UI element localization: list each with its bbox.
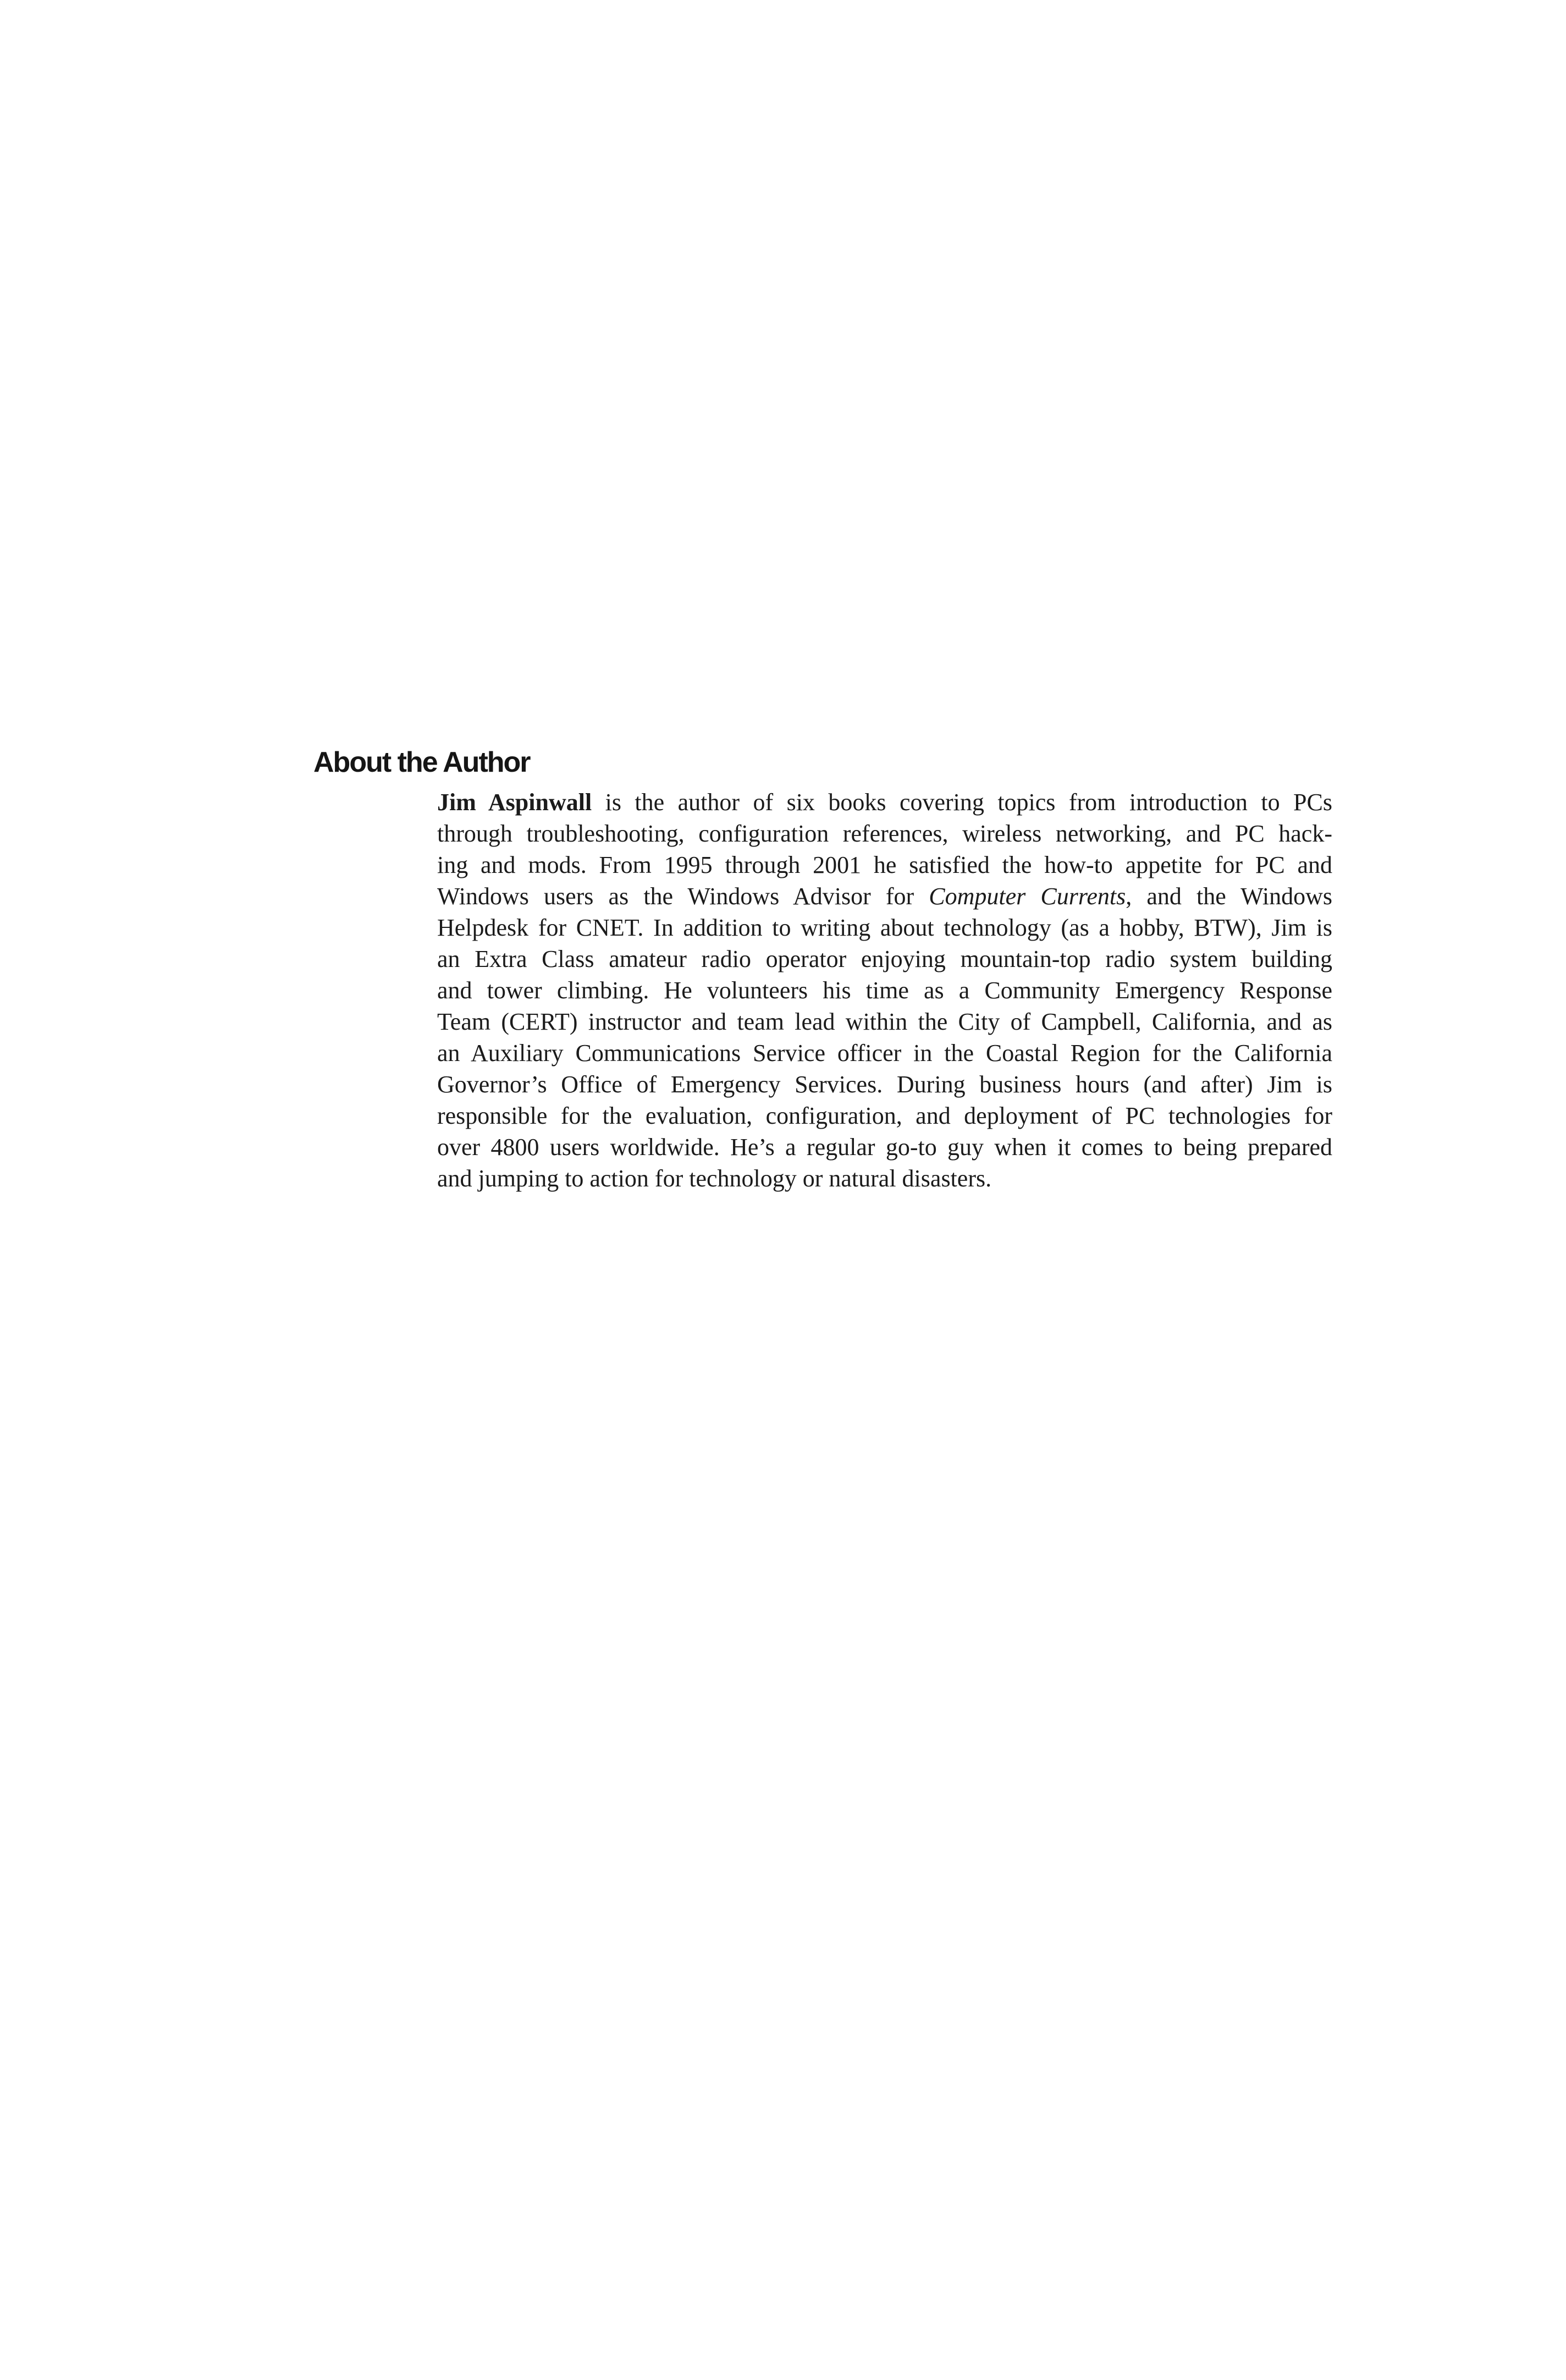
paragraph-line (437, 1069, 1332, 1100)
text-run: Windows users as the Windows Advisor for (437, 883, 929, 910)
paragraph-line (437, 1100, 1332, 1131)
paragraph-line (437, 787, 1332, 818)
paragraph-line (437, 943, 1332, 975)
text-run: through troubleshooting, configuration references, wireless networking, and PC hack- (437, 820, 1332, 847)
text-run: , and the Windows (1126, 883, 1332, 910)
paragraph-line (437, 1006, 1332, 1037)
text-run: responsible for the evaluation, configuration, and deployment of PC technologies for (437, 1102, 1332, 1129)
text-run: Governor’s Office of Emergency Services. During business hours (and after) Jim is (437, 1071, 1332, 1098)
text-run: an Auxiliary Communications Service officer in the Coastal Region for the California (437, 1040, 1332, 1067)
paragraph-line (437, 881, 1332, 912)
text-run: ing and mods. From 1995 through 2001 he satisfied the how-to appetite for PC and (437, 851, 1332, 878)
publication-name: Computer Currents (929, 883, 1126, 910)
text-run: an Extra Class amateur radio operator enjoying mountain-top radio system building (437, 946, 1332, 972)
paragraph-line (437, 849, 1332, 881)
text-run: Helpdesk for CNET. In addition to writing about technology (as a hobby, BTW), Jim is (437, 914, 1332, 941)
paragraph-line (437, 1131, 1332, 1163)
text-run: and jumping to action for technology or natural disasters. (437, 1165, 992, 1192)
section-heading: About the Author (313, 746, 530, 778)
paragraph-line (437, 975, 1332, 1006)
paragraph-line (437, 818, 1332, 849)
paragraph-line (437, 1037, 1332, 1069)
author-name: Jim Aspinwall (437, 789, 592, 816)
text-run: over 4800 users worldwide. He’s a regular go-to guy when it comes to being prepared (437, 1134, 1332, 1161)
text-run: Team (CERT) instructor and team lead within the City of Campbell, California, and as (437, 1008, 1332, 1035)
paragraph-line (437, 912, 1332, 943)
about-author-paragraph (437, 787, 1332, 1194)
text-run: and tower climbing. He volunteers his time as a Community Emergency Response (437, 977, 1332, 1004)
paragraph-line (437, 1163, 1332, 1194)
text-run: is the author of six books covering topics from introduction to PCs (592, 789, 1332, 816)
